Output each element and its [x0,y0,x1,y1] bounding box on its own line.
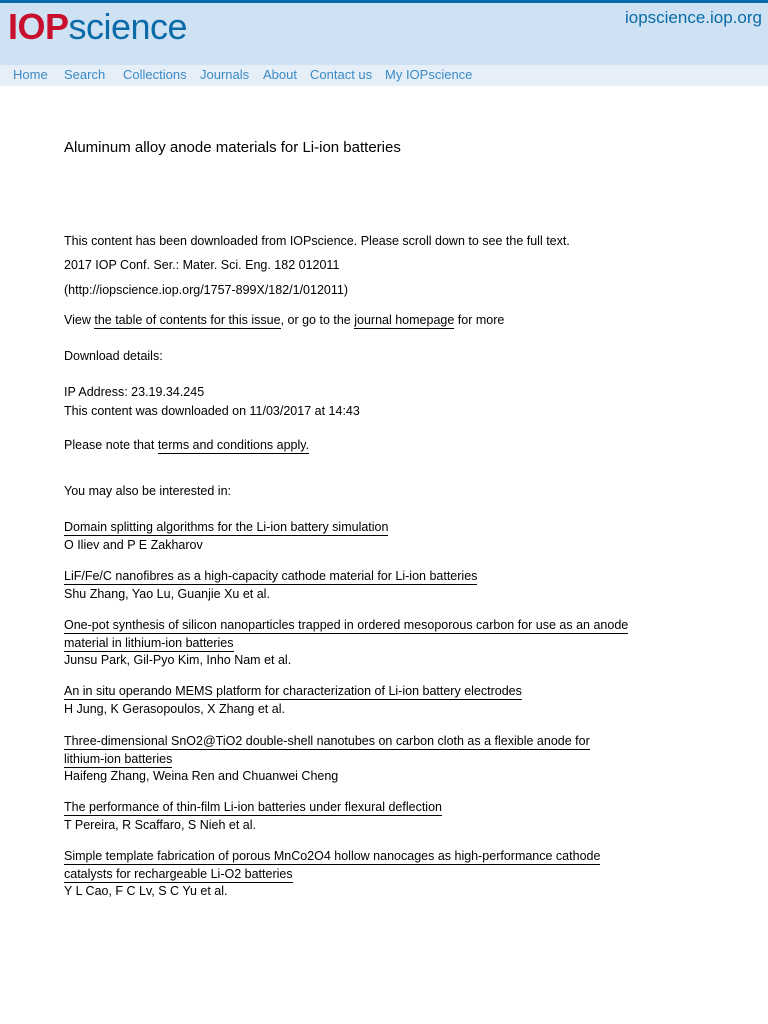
related-authors-7: Y L Cao, F C Lv, S C Yu et al. [64,884,228,898]
related-authors-4: H Jung, K Gerasopoulos, X Zhang et al. [64,702,285,716]
view-mid: , or go to the [280,313,355,327]
related-title-5[interactable]: Three-dimensional SnO2@TiO2 double-shell nanotubes on carbon cloth as a flexible anode for lithium-ion batteries [64,734,590,766]
related-title-6[interactable]: The performance of thin-film Li-ion batteries under flexural deflection [64,800,442,814]
terms-line [64,438,309,452]
logo-iop: IOP [8,6,69,47]
iopscience-logo[interactable] [8,7,187,47]
related-authors-1: O Iliev and P E Zakharov [64,538,203,552]
related-authors-5: Haifeng Zhang, Weina Ren and Chuanwei Cheng [64,769,339,783]
ip-address: IP Address: 23.19.34.245 [64,385,205,399]
downloaded-on: This content was downloaded on 11/03/2017 at 14:43 [64,404,360,418]
downloaded-note: This content has been downloaded from IOPscience. Please scroll down to see the full text. [64,234,570,248]
article-url: (http://iopscience.iop.org/1757-899X/182/1/012011) [64,283,348,297]
site-header [0,3,768,65]
related-title-1[interactable]: Domain splitting algorithms for the Li-ion battery simulation [64,520,389,534]
toc-link[interactable]: the table of contents for this issue [94,313,281,327]
note-prefix: Please note that [64,438,158,452]
view-suffix: for more [454,313,505,327]
related-title-4[interactable]: An in situ operando MEMS platform for characterization of Li-ion battery electrodes [64,684,522,698]
related-authors-2: Shu Zhang, Yao Lu, Guanjie Xu et al. [64,587,270,601]
logo-science: science [68,6,188,47]
view-prefix: View [64,313,95,327]
nav-home[interactable]: Home [13,67,48,82]
download-details-label: Download details: [64,349,163,363]
site-url-link[interactable]: iopscience.iop.org [624,8,762,27]
nav-contact-us[interactable]: Contact us [310,67,373,82]
related-title-3[interactable]: One-pot synthesis of silicon nanoparticles trapped in ordered mesoporous carbon for use as an anode material in lithium-ion batteries [64,618,629,650]
related-authors-3: Junsu Park, Gil-Pyo Kim, Inho Nam et al. [64,653,292,667]
related-authors-6: T Pereira, R Scaffaro, S Nieh et al. [64,818,256,832]
related-title-7[interactable]: Simple template fabrication of porous MnCo2O4 hollow nanocages as high-performance cathode catalysts for rechargeable Li-O2 batteries [64,849,601,881]
terms-link[interactable]: terms and conditions apply. [157,438,310,452]
view-line [64,313,504,327]
main-nav [0,65,768,86]
nav-about[interactable]: About [263,67,297,82]
related-title-2[interactable]: LiF/Fe/C nanofibres as a high-capacity cathode material for Li-ion batteries [64,569,478,583]
article-title: Aluminum alloy anode materials for Li-ion batteries [64,139,401,156]
nav-my-iopscience[interactable]: My IOPscience [385,67,473,82]
citation: 2017 IOP Conf. Ser.: Mater. Sci. Eng. 182 012011 [64,258,340,272]
also-interested-label: You may also be interested in: [64,484,232,498]
nav-collections[interactable]: Collections [123,67,187,82]
journal-homepage-link[interactable]: journal homepage [354,313,455,327]
nav-journals[interactable]: Journals [200,67,250,82]
nav-search[interactable]: Search [64,67,106,82]
